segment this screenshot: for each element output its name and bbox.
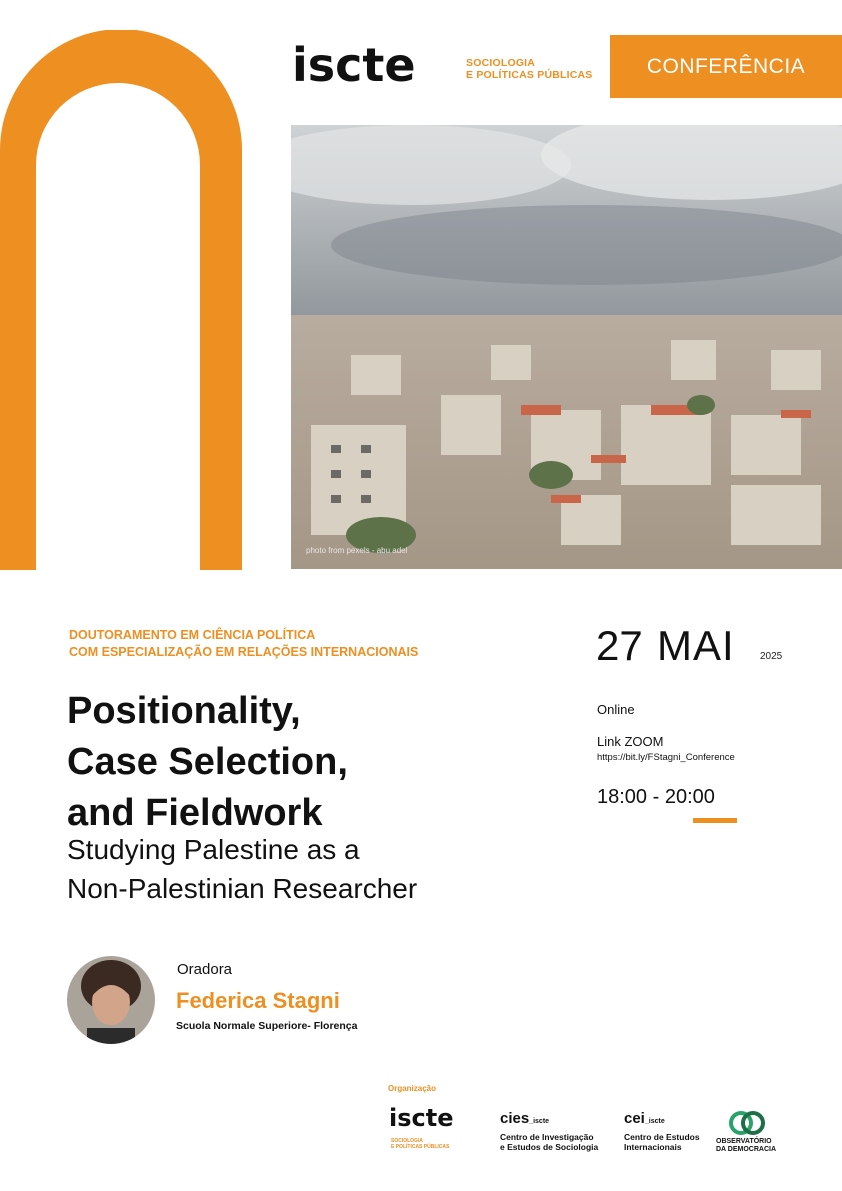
cies-name-line1: Centro de Investigação (500, 1132, 594, 1142)
cies-name-line2: e Estudos de Sociologia (500, 1142, 599, 1152)
cies-logo (500, 1110, 549, 1127)
program-line2: COM ESPECIALIZAÇÃO EM RELAÇÕES INTERNACIONAIS (69, 645, 419, 659)
iscte-logo: iscte (292, 38, 416, 92)
zoom-link[interactable]: https://bit.ly/FStagni_Conference (597, 752, 735, 763)
org-iscte-logo: iscte (389, 1104, 454, 1132)
cei-logo (624, 1110, 665, 1127)
event-day: 27 (596, 622, 643, 669)
observatorio-name-line2: DA DEMOCRACIA (716, 1146, 777, 1153)
speaker-role: Oradora (177, 961, 233, 978)
title-line2: Case Selection, (67, 741, 348, 783)
conference-title (67, 686, 348, 839)
school-name-line2: E POLÍTICAS PÚBLICAS (466, 69, 593, 81)
org-iscte-subtitle (391, 1138, 449, 1150)
org-iscte-sub-line2: E POLÍTICAS PÚBLICAS (391, 1144, 450, 1150)
decorative-arch (0, 30, 242, 570)
event-month: MAI (657, 622, 735, 669)
school-name-line1: SOCIOLOGIA (466, 57, 536, 69)
cei-logo-tag: _iscte (644, 1118, 665, 1125)
organization-label: Organização (388, 1084, 437, 1093)
org-iscte-sub-line1: SOCIOLOGIA (391, 1138, 423, 1144)
event-time: 18:00 - 20:00 (597, 786, 715, 808)
speaker-name: Federica Stagni (176, 988, 340, 1013)
observatorio-logo-icon (727, 1110, 767, 1136)
photo-credit: photo from pexels - abu adel (306, 546, 408, 555)
program-line1: DOUTORAMENTO EM CIÊNCIA POLÍTICA (69, 628, 316, 642)
observatorio-name (716, 1138, 776, 1154)
speaker-affiliation: Scuola Normale Superiore- Florença (176, 1020, 358, 1032)
title-line3: and Fieldwork (67, 792, 323, 834)
conference-subtitle (67, 830, 417, 908)
subtitle-line2: Non-Palestinian Researcher (67, 873, 418, 904)
school-name (466, 57, 593, 81)
city-photo (291, 125, 842, 569)
accent-bar (693, 818, 737, 823)
cei-name-line2: Internacionais (624, 1142, 682, 1152)
title-line1: Positionality, (67, 690, 301, 732)
cei-logo-text: cei (624, 1110, 645, 1127)
zoom-link-label: Link ZOOM (597, 734, 664, 749)
observatorio-name-line1: OBSERVATÓRIO (716, 1138, 772, 1145)
speaker-avatar (67, 956, 155, 1044)
event-year: 2025 (760, 651, 783, 662)
cies-name (500, 1132, 598, 1152)
conference-badge: CONFERÊNCIA (610, 35, 842, 98)
program-name (69, 627, 418, 661)
event-mode: Online (597, 702, 635, 717)
subtitle-line1: Studying Palestine as a (67, 834, 360, 865)
cies-logo-text: cies (500, 1110, 530, 1127)
cei-name (624, 1132, 700, 1152)
cei-name-line1: Centro de Estudos (624, 1132, 700, 1142)
cies-logo-tag: _iscte (529, 1118, 550, 1125)
